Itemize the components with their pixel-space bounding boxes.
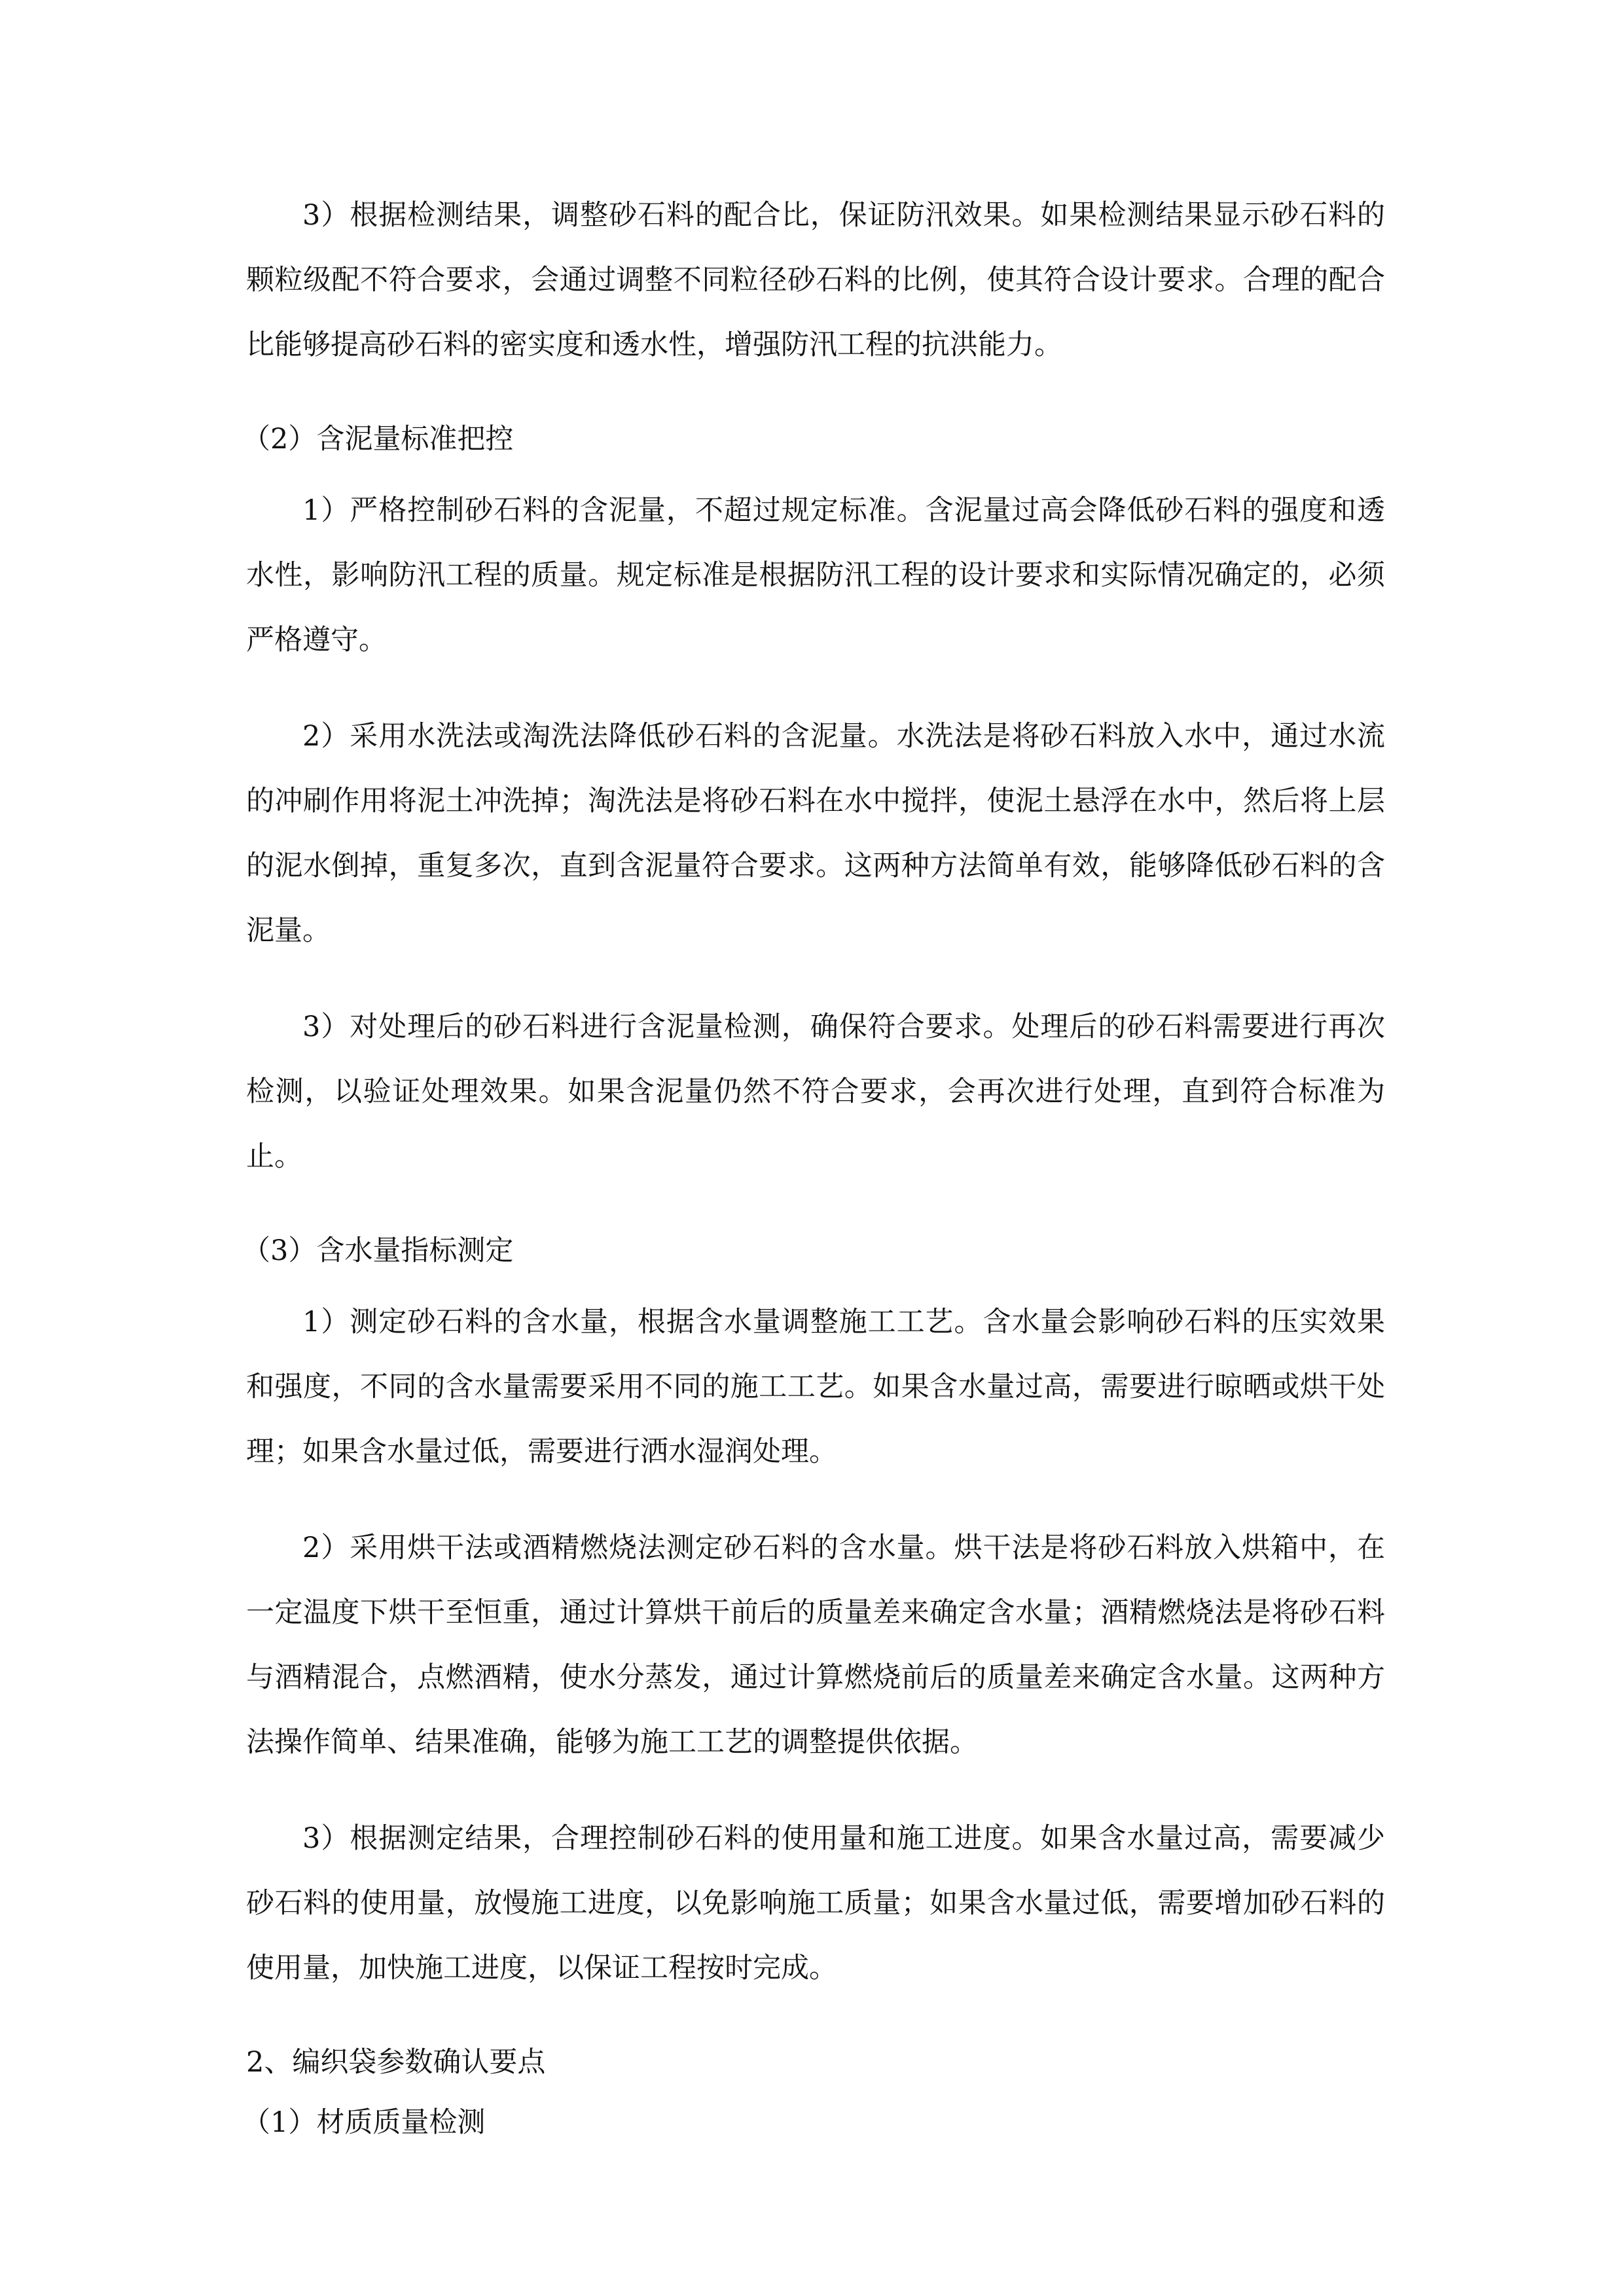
paragraph-mud-retest: 3）对处理后的砂石料进行含泥量检测，确保符合要求。处理后的砂石料需要进行再次检测，以验证处理效果。如果含泥量仍然不符合要求，会再次进行处理，直到符合标准为止。 xyxy=(246,1011,1385,1173)
paragraph-drying-methods: 2）采用烘干法或酒精燃烧法测定砂石料的含水量。烘干法是将砂石料放入烘箱中，在一定温度下烘干至恒重，通过计算烘干前后的质量差来确定含水量；酒精燃烧法是将砂石料与酒精混合，点燃酒精，使水分蒸发，通过计算燃烧前后的质量差来确定含水量。这两种方法操作简单、结果准确，能够为施工工艺的调整提供依据。 xyxy=(246,1532,1385,1759)
section-heading-water-content: （3）含水量指标测定 xyxy=(242,1234,514,1267)
paragraph-mud-content-control: 1）严格控制砂石料的含泥量，不超过规定标准。含泥量过高会降低砂石料的强度和透水性，影响防汛工程的质量。规定标准是根据防汛工程的设计要求和实际情况确定的，必须严格遵守。 xyxy=(246,494,1385,656)
section-heading-woven-bag: 2、编织袋参数确认要点 xyxy=(246,2046,546,2079)
section-heading-mud-content: （2）含泥量标准把控 xyxy=(242,423,514,456)
paragraph-mix-ratio-adjustment: 3）根据检测结果，调整砂石料的配合比，保证防汛效果。如果检测结果显示砂石料的颗粒级配不符合要求，会通过调整不同粒径砂石料的比例，使其符合设计要求。合理的配合比能够提高砂石料的密实度和透水性，增强防汛工程的抗洪能力。 xyxy=(246,199,1385,361)
paragraph-usage-control: 3）根据测定结果，合理控制砂石料的使用量和施工进度。如果含水量过高，需要减少砂石料的使用量，放慢施工进度，以免影响施工质量；如果含水量过低，需要增加砂石料的使用量，加快施工进度，以保证工程按时完成。 xyxy=(246,1822,1385,1984)
paragraph-water-content-process: 1）测定砂石料的含水量，根据含水量调整施工工艺。含水量会影响砂石料的压实效果和强度，不同的含水量需要采用不同的施工工艺。如果含水量过高，需要进行晾晒或烘干处理；如果含水量过低，需要进行洒水湿润处理。 xyxy=(246,1306,1385,1468)
paragraph-washing-methods: 2）采用水洗法或淘洗法降低砂石料的含泥量。水洗法是将砂石料放入水中，通过水流的冲刷作用将泥土冲洗掉；淘洗法是将砂石料在水中搅拌，使泥土悬浮在水中，然后将上层的泥水倒掉，重复多次，直到含泥量符合要求。这两种方法简单有效，能够降低砂石料的含泥量。 xyxy=(246,720,1385,947)
section-heading-material-quality: （1）材质质量检测 xyxy=(242,2106,486,2139)
document-body xyxy=(242,183,1385,2162)
